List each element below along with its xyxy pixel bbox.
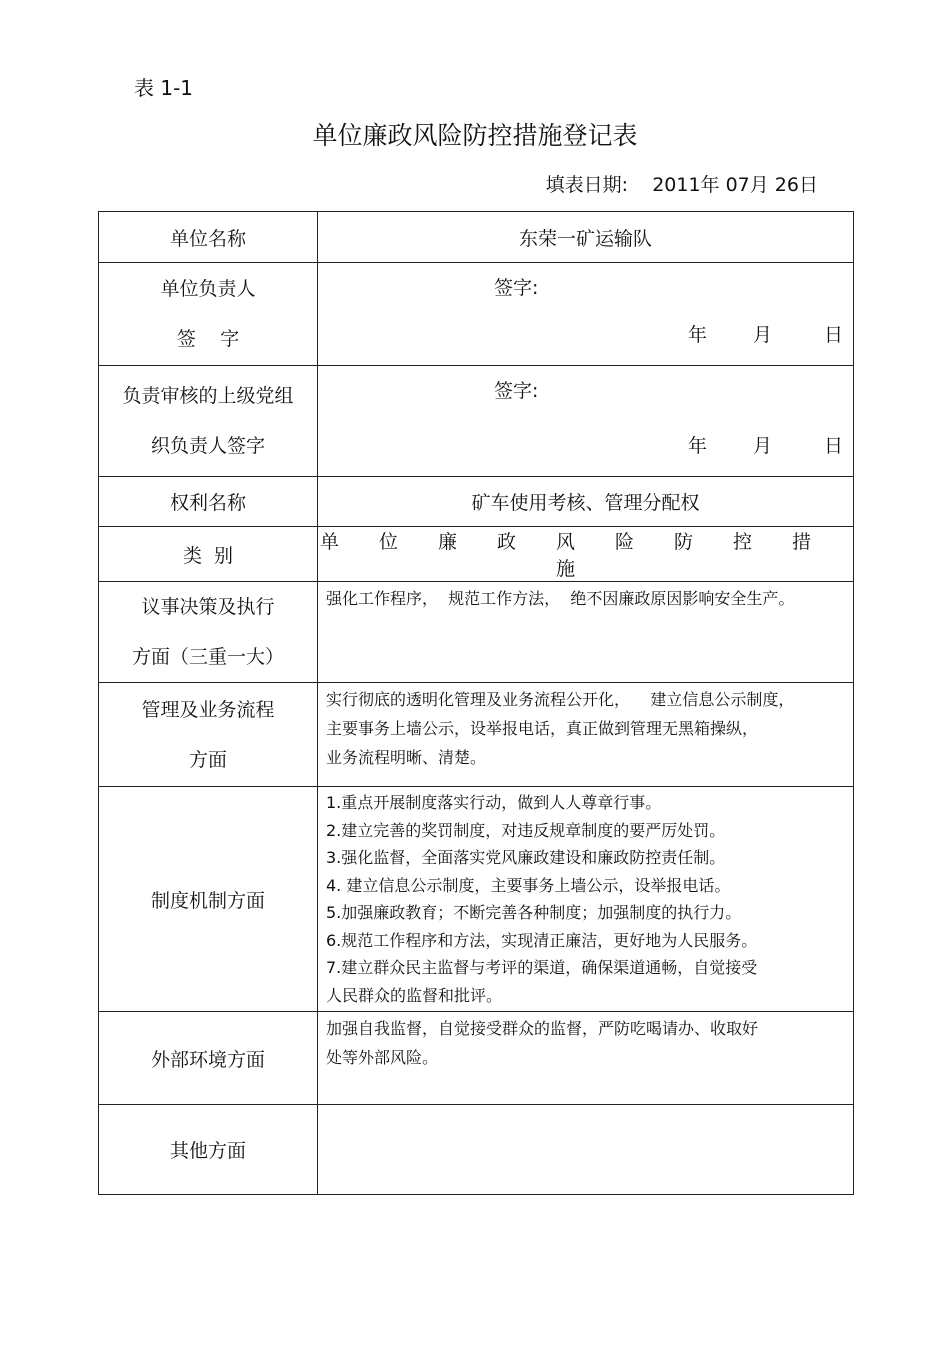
unit-head-signature-cell[interactable] <box>318 263 854 366</box>
page-title: 单位廉政风险防控措施登记表 <box>312 121 638 150</box>
content-line: 实行彻底的透明化管理及业务流程公开化， 建立信息公示制度， <box>326 690 795 709</box>
content-line: 加强自我监督，自觉接受群众的监督，严防吃喝请办、收取好 <box>326 1019 759 1038</box>
registration-table <box>98 211 854 1195</box>
unit-name-value: 东荣一矿运输队 <box>318 212 854 263</box>
row-category <box>99 527 854 582</box>
year-label: 年 <box>687 324 707 346</box>
content-line: 6.规范工作程序和方法，实现清正廉洁，更好地为人民服务。 <box>326 930 758 950</box>
category-value: 单位廉政风险防控措施 <box>318 527 854 582</box>
party-head-label-line-1: 负责审核的上级党组 <box>122 385 294 407</box>
category-label: 类 别 <box>99 527 318 582</box>
content-line: 主要事务上墙公示，设举报电话，真正做到管理无黑箱操纵， <box>326 719 759 738</box>
unit-head-sign-date <box>688 320 843 347</box>
year-label: 年 <box>687 435 707 457</box>
decision-label-line-2: 方面（三重一大） <box>131 646 284 668</box>
content-line: 强化工作程序， 规范工作方法， 绝不因廉政原因影响安全生产。 <box>326 589 795 608</box>
right-name-value: 矿车使用考核、管理分配权 <box>318 477 854 527</box>
external-label: 外部环境方面 <box>99 1012 318 1105</box>
row-external <box>99 1012 854 1105</box>
decision-content <box>318 582 854 683</box>
party-head-signature-cell[interactable] <box>318 366 854 477</box>
day-label: 日 <box>823 435 843 457</box>
system-content <box>318 787 854 1012</box>
right-name-label: 权利名称 <box>99 477 318 527</box>
party-head-label <box>99 366 318 477</box>
row-unit-name <box>99 212 854 263</box>
system-label: 制度机制方面 <box>99 787 318 1012</box>
table-number: 表 1-1 <box>134 76 194 100</box>
fill-date: 填表日期: 2011年 07月 26日 <box>545 174 818 196</box>
content-line: 处等外部风险。 <box>326 1048 439 1067</box>
row-unit-head <box>99 263 854 366</box>
content-line: 3.强化监督，全面落实党风廉政建设和廉政防控责任制。 <box>326 848 726 867</box>
content-line: 7.建立群众民主监督与考评的渠道，确保渠道通畅，自觉接受 <box>326 958 758 977</box>
content-line: 人民群众的监督和批评。 <box>326 985 503 1005</box>
party-head-sign-date <box>688 431 843 458</box>
content-line: 4. 建立信息公示制度，主要事务上墙公示，设举报电话。 <box>326 875 731 895</box>
party-head-label-line-2: 织负责人签字 <box>150 435 265 457</box>
content-line: 1.重点开展制度落实行动，做到人人尊章行事。 <box>326 793 662 812</box>
row-management <box>99 683 854 787</box>
management-content <box>318 683 854 787</box>
month-label: 月 <box>752 435 772 457</box>
month-label: 月 <box>752 324 772 346</box>
content-line: 业务流程明晰、清楚。 <box>326 748 487 767</box>
content-line: 2.建立完善的奖罚制度，对违反规章制度的要严厉处罚。 <box>326 820 726 840</box>
decision-label-line-1: 议事决策及执行 <box>141 596 275 618</box>
row-right-name <box>99 477 854 527</box>
unit-head-label-line-2: 签 字 <box>176 328 240 350</box>
unit-head-sign-label: 签字: <box>494 277 539 299</box>
day-label: 日 <box>823 324 843 346</box>
management-label-line-2: 方面 <box>188 748 227 771</box>
unit-head-label-line-1: 单位负责人 <box>160 278 256 300</box>
row-party-head <box>99 366 854 477</box>
content-line: 5.加强廉政教育；不断完善各种制度；加强制度的执行力。 <box>326 903 742 922</box>
row-other <box>99 1105 854 1195</box>
management-label <box>99 683 318 787</box>
row-decision <box>99 582 854 683</box>
other-content[interactable] <box>318 1105 854 1195</box>
management-label-line-1: 管理及业务流程 <box>141 698 275 721</box>
unit-head-label <box>99 263 318 366</box>
party-head-sign-label: 签字: <box>494 380 539 402</box>
unit-name-label: 单位名称 <box>99 212 318 263</box>
other-label: 其他方面 <box>99 1105 318 1195</box>
decision-label <box>99 582 318 683</box>
external-content <box>318 1012 854 1105</box>
row-system <box>99 787 854 1012</box>
